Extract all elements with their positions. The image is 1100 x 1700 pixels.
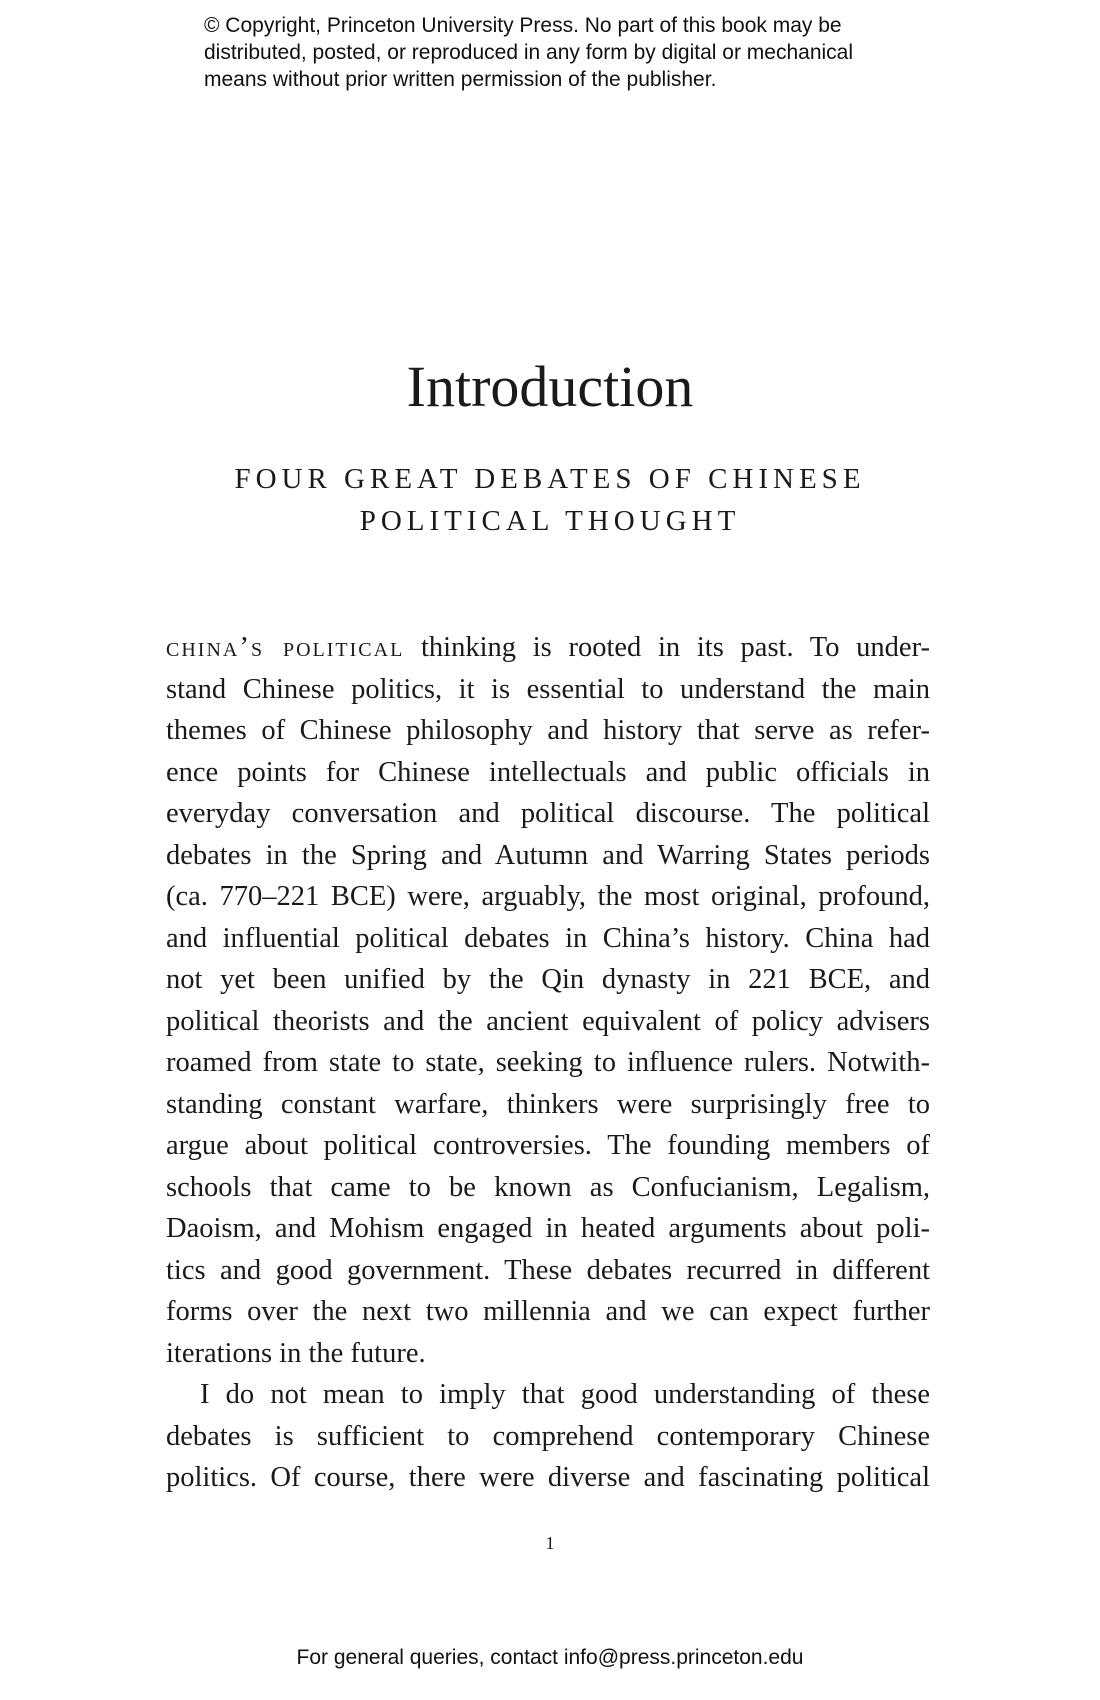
text-line: (ca. 770–221 BCE) were, arguably, the most original, profound,: [166, 881, 930, 912]
text-line: debates in the Spring and Autumn and Warring States periods: [166, 839, 930, 871]
paragraph: [166, 1374, 930, 1499]
text-line: debates is sufficient to comprehend contemporary Chinese: [166, 1420, 930, 1452]
text-line: Daoism, and Mohism engaged in heated arguments about poli-: [166, 1213, 930, 1244]
chapter-subtitle-line: FOUR GREAT DEBATES OF CHINESE: [234, 463, 866, 495]
text-line: not yet been unified by the Qin dynasty in 221 BCE, and: [166, 964, 930, 995]
copyright-line: means without prior written permission of the publisher.: [204, 68, 717, 91]
text-line: schools that came to be known as Confucianism, Legalism,: [166, 1171, 930, 1203]
text-line: iterations in the future.: [166, 1337, 426, 1369]
text-line: and influential political debates in China’s history. China had: [166, 922, 930, 954]
text-line: tics and good government. These debates recurred in different: [166, 1254, 930, 1286]
text-line: everyday conversation and political discourse. The political: [166, 798, 930, 829]
copyright-notice: [204, 12, 924, 93]
chapter-title: Introduction: [406, 354, 694, 419]
text-line: ence points for Chinese intellectuals and public officials in: [166, 756, 930, 788]
chapter-subtitle-line: POLITICAL THOUGHT: [359, 505, 741, 537]
text-line: politics. Of course, there were diverse and fascinating political: [166, 1462, 930, 1493]
footer-contact: For general queries, contact info@press.princeton.edu: [296, 1646, 804, 1669]
page-number: 1: [545, 1533, 555, 1553]
text-line: roamed from state to state, seeking to influence rulers. Notwith-: [166, 1047, 930, 1078]
text-line: standing constant warfare, thinkers were surprisingly free to: [166, 1088, 930, 1120]
first-line-text: thinking is rooted in its past. To under-: [404, 632, 930, 663]
paragraph: [166, 627, 930, 1374]
copyright-line: © Copyright, Princeton University Press. No part of this book may be: [204, 14, 842, 37]
text-line: I do not mean to imply that good understanding of these: [200, 1379, 930, 1410]
chapter-subtitle: [0, 458, 1100, 542]
text-line: [166, 627, 930, 669]
text-line: argue about political controversies. The founding members of: [166, 1130, 930, 1161]
text-line: political theorists and the ancient equivalent of policy advisers: [166, 1005, 930, 1037]
body-text: [166, 627, 930, 1499]
lead-in-small-caps: china’s political: [166, 631, 405, 663]
text-line: themes of Chinese philosophy and history that serve as refer-: [166, 715, 930, 746]
text-line: forms over the next two millennia and we can expect further: [166, 1296, 930, 1327]
copyright-line: distributed, posted, or reproduced in any form by digital or mechanical: [204, 41, 854, 64]
text-line: stand Chinese politics, it is essential to understand the main: [166, 673, 930, 705]
